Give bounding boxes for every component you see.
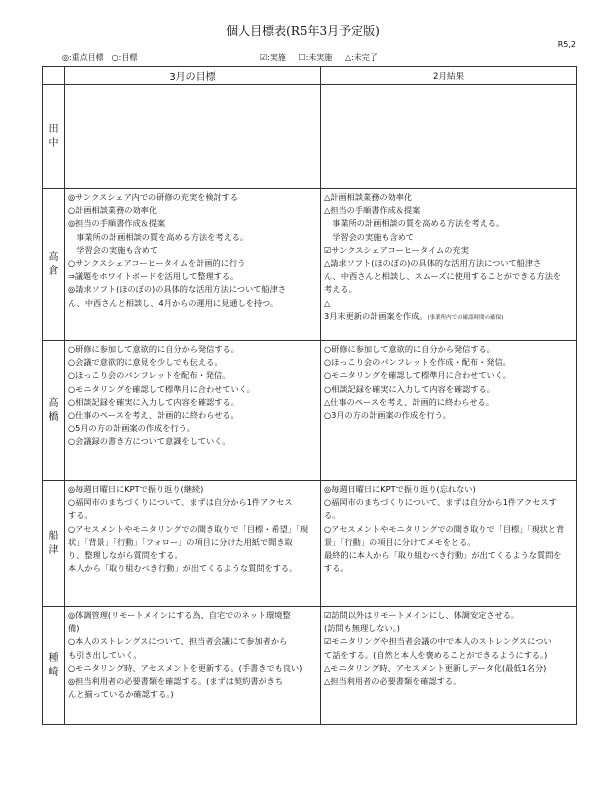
goal-header: 3月の目標 <box>65 67 321 85</box>
goal-cell <box>65 189 321 341</box>
result-line: ○ほっこり会のパンフレットを作成・配布・発信。 <box>324 357 511 368</box>
result-line: ◎毎週日曜日にKPTで振り返り(忘れない) <box>324 484 476 494</box>
goal-line: ○相談記録を確実に入力して内容を確認する。 <box>68 396 239 407</box>
result-line: する。 <box>324 563 349 574</box>
result-line: (訪問も無理しない。) <box>324 623 400 634</box>
person-name <box>43 607 65 725</box>
result-line: 学習会の実施も含めて <box>324 231 415 242</box>
goal-line: ○計画相談業務の効率化 <box>68 205 158 216</box>
result-line: △請求ソフト(ほのぼの)の具体的な活用方法について船津さ <box>324 258 542 269</box>
goal-line: ◎サンクスシェア内での研修の充実を検討する <box>68 192 239 202</box>
person-name <box>43 481 65 607</box>
person-name-char: 田 <box>48 123 59 135</box>
goal-line: ○5月の方の計画案の作成を行う。 <box>68 423 195 434</box>
goal-line: り、整理しながら質問をする。 <box>68 550 183 561</box>
result-line: 事業所の計画相談の質を高める方法を考える。 <box>324 218 505 229</box>
goal-line: ○本人のストレングスについて、担当者会議にて参加者から <box>68 636 288 647</box>
result-line: △ <box>324 297 331 308</box>
person-name <box>43 85 65 189</box>
result-line: る。 <box>324 510 341 521</box>
result-line: 最終的に本人から「取り組むべき行動」が出てくるような質問を <box>324 550 562 561</box>
result-cell <box>321 607 577 725</box>
goal-line: も引き出していく。 <box>68 649 142 660</box>
result-line: △担当の手順書作成＆提案 <box>324 205 421 216</box>
table-row <box>43 481 577 607</box>
goal-table <box>42 66 577 725</box>
table-row <box>43 607 577 725</box>
result-line: ○研修に参加して意欲的に自分から発信する。 <box>324 344 495 354</box>
goal-line: んと揃っているか確認する。) <box>68 689 174 700</box>
goal-line: ◎体調管理(リモートメインにする為、自宅でのネット環境整 <box>68 610 291 620</box>
result-note: (事業所内での確認時間の確保) <box>427 314 504 321</box>
goal-line: ◎毎週日曜日にKPTで振り返り(継続) <box>68 484 204 494</box>
page-title: 個人目標表(R5年3月予定版) <box>226 24 380 38</box>
goal-line: ○仕事のペースを考え、計画的に終わらせる。 <box>68 410 239 421</box>
result-cell <box>321 85 577 189</box>
result-line: ☑サンクスシェアコーヒータイムの充実 <box>324 244 469 255</box>
person-name-char: 種 <box>48 652 59 664</box>
goal-line: ○アセスメントやモニタリングでの聞き取りで「目標・希望」「現 <box>68 523 309 534</box>
result-line: △計画相談業務の効率化 <box>324 192 413 202</box>
result-line: ○アセスメントやモニタリングでの聞き取りで「目標」「現状と背 <box>324 523 565 534</box>
status-done: ☑:実施 <box>260 53 286 62</box>
result-line: ☑訪問以外はリモートメインにし、体調安定させる。 <box>324 610 520 620</box>
result-line: ○モニタリングを確認して標準月に合わせていく。 <box>324 370 511 381</box>
table-row <box>43 189 577 341</box>
status-legend <box>260 52 388 63</box>
result-line: ○福岡市のまちづくりについて、まずは自分から1件アクセスす <box>324 497 557 508</box>
goal-line: ○福岡市のまちづくりについて、まずは自分から1件アクセス <box>68 497 293 508</box>
goal-line: する。 <box>68 510 93 521</box>
result-line: ん、中西さんと相談し、スムーズに使用することができる方法を <box>324 271 562 282</box>
goal-line: ◎請求ソフト(ほのぼの)の具体的な活用方法について船津さ <box>68 284 287 295</box>
person-name <box>43 189 65 341</box>
goal-line: 学習会の実施も含めて <box>68 244 159 255</box>
result-line: 3月末更新の計画案を作成。(事業所内での確認時間の確保) <box>324 310 504 321</box>
goal-line: ○会議録の書き方について意識をしていく。 <box>68 436 231 447</box>
goal-line: 本人から「取り組むべき行動」が出てくるような質問をする。 <box>68 563 298 574</box>
result-line: △担当利用者の必要書類を確認する。 <box>324 676 462 687</box>
person-name-char: 船 <box>48 530 59 542</box>
goal-line: 状」「背景」「行動」「フォロー」の項目に分けた用紙で聞き取 <box>68 536 293 547</box>
goal-line: ○研修に参加して意欲的に自分から発信する。 <box>68 344 239 354</box>
goal-line: ○会議で意欲的に意見を少しでも伝える。 <box>68 357 223 368</box>
goal-line: ○ほっこり会のパンフレットを配布・発信。 <box>68 370 231 381</box>
goal-cell <box>65 341 321 481</box>
result-cell <box>321 481 577 607</box>
table-header-row <box>43 67 577 85</box>
result-line: △仕事のペースを考え、計画的に終わらせる。 <box>324 396 494 407</box>
goal-line: ん、中西さんと相談し、4月からの運用に見通しを持つ。 <box>68 297 279 308</box>
legend: ◎:重点目標 ○:目標 <box>62 53 138 62</box>
person-name-char: 橋 <box>48 411 59 423</box>
result-header: 2月結果 <box>321 67 577 85</box>
person-name-char: 高 <box>48 397 59 409</box>
table-row <box>43 85 577 189</box>
result-cell <box>321 341 577 481</box>
result-line: 景」「行動」の項目に分けてメモをとる。 <box>324 536 476 547</box>
goal-cell <box>65 607 321 725</box>
goal-line: ◎担当の手順書作成＆提案 <box>68 218 166 229</box>
person-name-char: 倉 <box>48 265 59 277</box>
goal-line: ○サンクスシェアコーヒータイムを計画的に行う <box>68 258 246 269</box>
goal-line: ○モニタリング時、アセスメントを更新する。(手書きでも良い) <box>68 662 303 673</box>
goal-line: ○モニタリングを確認して標準月に合わせていく。 <box>68 383 255 394</box>
goal-cell <box>65 481 321 607</box>
goal-line: 事業所の計画相談の質を高める方法を考える。 <box>68 231 249 242</box>
goal-line: 備) <box>68 623 80 634</box>
result-line: 考える。 <box>324 284 357 295</box>
person-name-char: 崎 <box>48 666 59 678</box>
goal-line: ⇒議題をホワイトボードを活用して整理する。 <box>68 271 239 282</box>
result-line: て話をする。(自然と本人を褒めることができるようにする。) <box>324 649 548 660</box>
document-ref: R5,2 <box>557 40 576 49</box>
corner-cell <box>43 67 65 85</box>
result-cell <box>321 189 577 341</box>
person-name-char: 津 <box>48 544 59 556</box>
result-line: ☑モニタリングや担当者会議の中で本人のストレングスについ <box>324 636 552 647</box>
result-line: △モニタリング時、アセスメント更新しデータ化(最低1名分) <box>324 662 547 673</box>
person-name-char: 中 <box>48 137 59 149</box>
status-incomplete: △:未完了 <box>344 53 378 62</box>
goal-line: ◎担当利用者の必要書類を確認する。(まずは契約書がきち <box>68 676 284 687</box>
person-name <box>43 341 65 481</box>
table-row <box>43 341 577 481</box>
result-line: ○相談記録を確実に入力して内容を確認する。 <box>324 383 495 394</box>
result-line: ○3月の方の計画案の作成を行う。 <box>324 410 451 421</box>
status-not-done: ☐:未実施 <box>298 53 333 62</box>
person-name-char: 高 <box>48 251 59 263</box>
goal-cell <box>65 85 321 189</box>
